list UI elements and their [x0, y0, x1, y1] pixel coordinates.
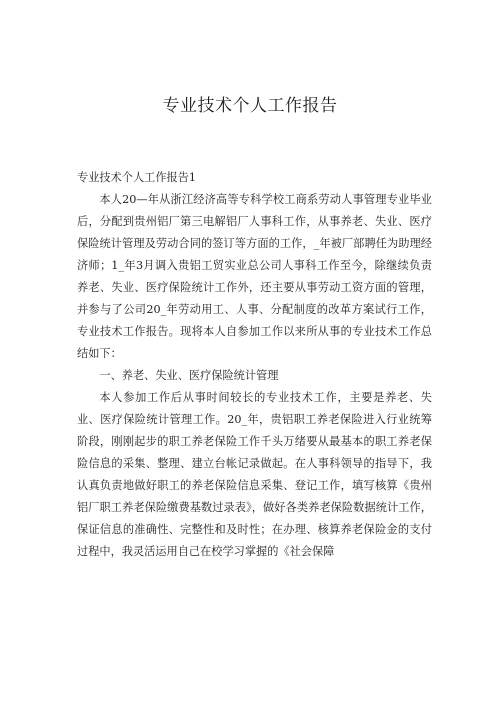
- section-heading-insurance: 一、养老、失业、医疗保险统计管理: [99, 369, 279, 382]
- paragraph-insurance: 本人参加工作后从事时间较长的专业技术工作，主要是养老、失业、医疗保险统计管理工作。20_年，贵铝职工养老保险进入行业统筹阶段，刚刚起步的职工养老保险工作千头万绪要从最基本的职工养老保险信息的采集、整理、建立台帐记录做起。在人事科领导的指导下，我认真负责地做好职工的养老保险信息采集、登记工作，填写核算《贵州铝厂职工养老保险缴费基数过录表》，做好各类养老保险数据统计工作，保证信息的准确性、完整性和及时性；在办理、核算养老保险金的支付过程中，我灵活运用自己在校学习掌握的《社会保障: [77, 391, 432, 558]
- section-heading: 专业技术个人工作报告1: [77, 171, 196, 184]
- document-title: 专业技术个人工作报告: [162, 96, 338, 116]
- paragraph-intro: 本人20—年从浙江经济高等专科学校工商系劳动人事管理专业毕业后，分配到贵州铝厂第三电解铝厂人事科工作，从事养老、失业、医疗保险统计管理及劳动合同的签订等方面的工作，_年被厂部聘任为助理经济师；1_年3月调入贵铝工贸实业总公司人事科工作至今，除继续负责养老、失业、医疗保险统计工作外，还主要从事劳动工资方面的管理，并参与了公司20_年劳动用工、人事、分配制度的改革方案试行工作，专业技术工作报告。现将本人自参加工作以来所从事的专业技术工作总结如下：: [77, 193, 432, 360]
- document-body: [77, 167, 432, 563]
